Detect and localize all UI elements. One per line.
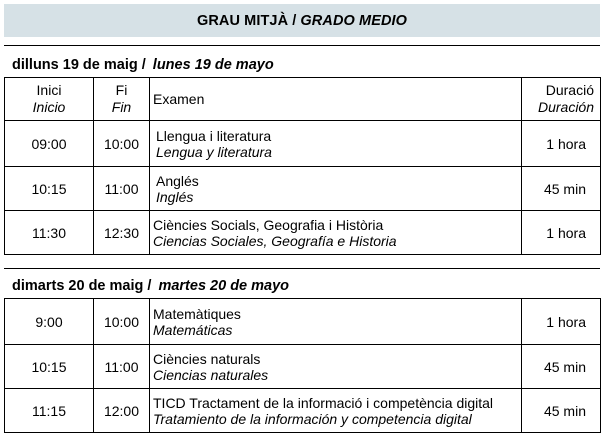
start-time: 9:00 bbox=[5, 299, 94, 345]
end-time: 10:00 bbox=[94, 299, 150, 345]
end-time: 11:00 bbox=[94, 345, 150, 389]
table-row bbox=[5, 299, 601, 345]
day-label-catalan: dilluns 19 de maig / bbox=[12, 57, 146, 73]
exam-subject bbox=[150, 121, 522, 167]
start-time: 11:15 bbox=[5, 389, 94, 433]
exam-duration: 45 min bbox=[522, 167, 601, 211]
exam-name-catalan: Llengua i literatura bbox=[156, 127, 272, 144]
exam-table-monday bbox=[4, 77, 601, 255]
col-header-duration: Duració Duración bbox=[522, 78, 601, 121]
exam-name-spanish: Ciencias Sociales, Geografía e Historia bbox=[153, 232, 397, 249]
table-row bbox=[5, 345, 601, 389]
col-header-start: Inici Inicio bbox=[5, 78, 94, 121]
exam-duration: 45 min bbox=[522, 345, 601, 389]
exam-duration: 1 hora bbox=[522, 121, 601, 167]
table-header-row bbox=[5, 78, 601, 121]
page-title bbox=[4, 4, 600, 37]
start-time: 11:30 bbox=[5, 211, 94, 255]
exam-name-catalan: TICD Tractament de la informació i competència digital bbox=[153, 394, 494, 411]
col-header-exam: Examen bbox=[150, 78, 522, 121]
table-row bbox=[5, 121, 601, 167]
title-spanish: GRADO MEDIO bbox=[300, 12, 408, 29]
start-time: 09:00 bbox=[5, 121, 94, 167]
day-label-spanish: martes 20 de mayo bbox=[158, 278, 290, 294]
section-divider bbox=[4, 268, 600, 269]
exam-duration: 1 hora bbox=[522, 211, 601, 255]
day-label-spanish: lunes 19 de mayo bbox=[152, 57, 274, 73]
exam-name-catalan: Ciències naturals bbox=[153, 350, 261, 367]
table-row bbox=[5, 389, 601, 433]
end-time: 12:30 bbox=[94, 211, 150, 255]
table-row bbox=[5, 167, 601, 211]
exam-subject bbox=[150, 299, 522, 345]
exam-subject bbox=[150, 389, 522, 433]
exam-name-spanish: Matemáticas bbox=[153, 321, 233, 338]
exam-duration: 45 min bbox=[522, 389, 601, 433]
exam-name-catalan: Ciències Socials, Geografia i Història bbox=[153, 216, 384, 233]
start-time: 10:15 bbox=[5, 167, 94, 211]
end-time: 12:00 bbox=[94, 389, 150, 433]
exam-name-spanish: Lengua y literatura bbox=[156, 143, 272, 160]
exam-name-spanish: Inglés bbox=[156, 188, 194, 205]
table-row bbox=[5, 211, 601, 255]
exam-name-catalan: Anglés bbox=[156, 172, 199, 189]
exam-subject bbox=[150, 167, 522, 211]
exam-table-tuesday bbox=[4, 298, 601, 433]
day-heading-tuesday bbox=[12, 278, 289, 294]
exam-subject bbox=[150, 211, 522, 255]
day-heading-monday bbox=[12, 57, 274, 73]
exam-subject bbox=[150, 345, 522, 389]
start-time: 10:15 bbox=[5, 345, 94, 389]
title-catalan: GRAU MITJÀ / bbox=[196, 12, 297, 29]
end-time: 10:00 bbox=[94, 121, 150, 167]
exam-name-spanish: Ciencias naturales bbox=[153, 366, 269, 383]
section-divider bbox=[4, 45, 600, 46]
exam-name-spanish: Tratamiento de la información y competencia digital bbox=[153, 410, 472, 427]
col-header-end: Fi Fin bbox=[94, 78, 150, 121]
end-time: 11:00 bbox=[94, 167, 150, 211]
exam-duration: 1 hora bbox=[522, 299, 601, 345]
day-label-catalan: dimarts 20 de maig / bbox=[12, 278, 152, 294]
exam-name-catalan: Matemàtiques bbox=[153, 305, 241, 322]
